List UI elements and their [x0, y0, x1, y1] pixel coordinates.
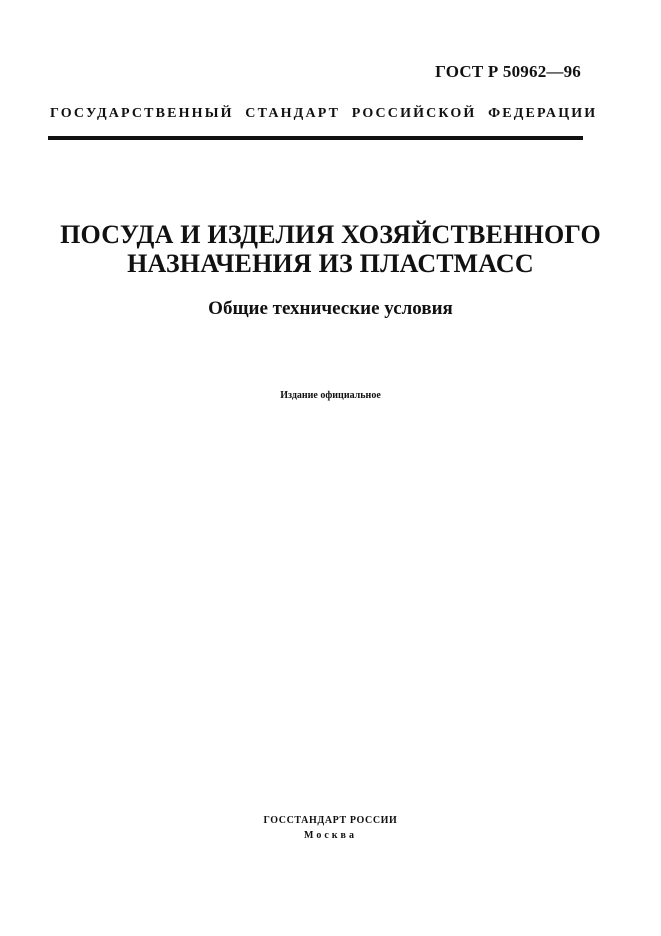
- document-title-line-2: НАЗНАЧЕНИЯ ИЗ ПЛАСТМАСС: [127, 249, 534, 278]
- document-number: ГОСТ Р 50962—96: [435, 62, 581, 81]
- document-title-line-1: ПОСУДА И ИЗДЕЛИЯ ХОЗЯЙСТВЕННОГО: [60, 220, 601, 249]
- header-rule: [48, 136, 583, 140]
- standard-series-heading: ГОСУДАРСТВЕННЫЙ СТАНДАРТ РОССИЙСКОЙ ФЕДЕРАЦИИ: [50, 106, 598, 121]
- edition-note: Издание официальное: [280, 390, 381, 401]
- publisher-name: ГОССТАНДАРТ РОССИИ: [263, 815, 398, 826]
- document-title: [30, 220, 631, 278]
- document-subtitle: Общие технические условия: [208, 298, 453, 319]
- publisher-city: Москва: [304, 830, 357, 841]
